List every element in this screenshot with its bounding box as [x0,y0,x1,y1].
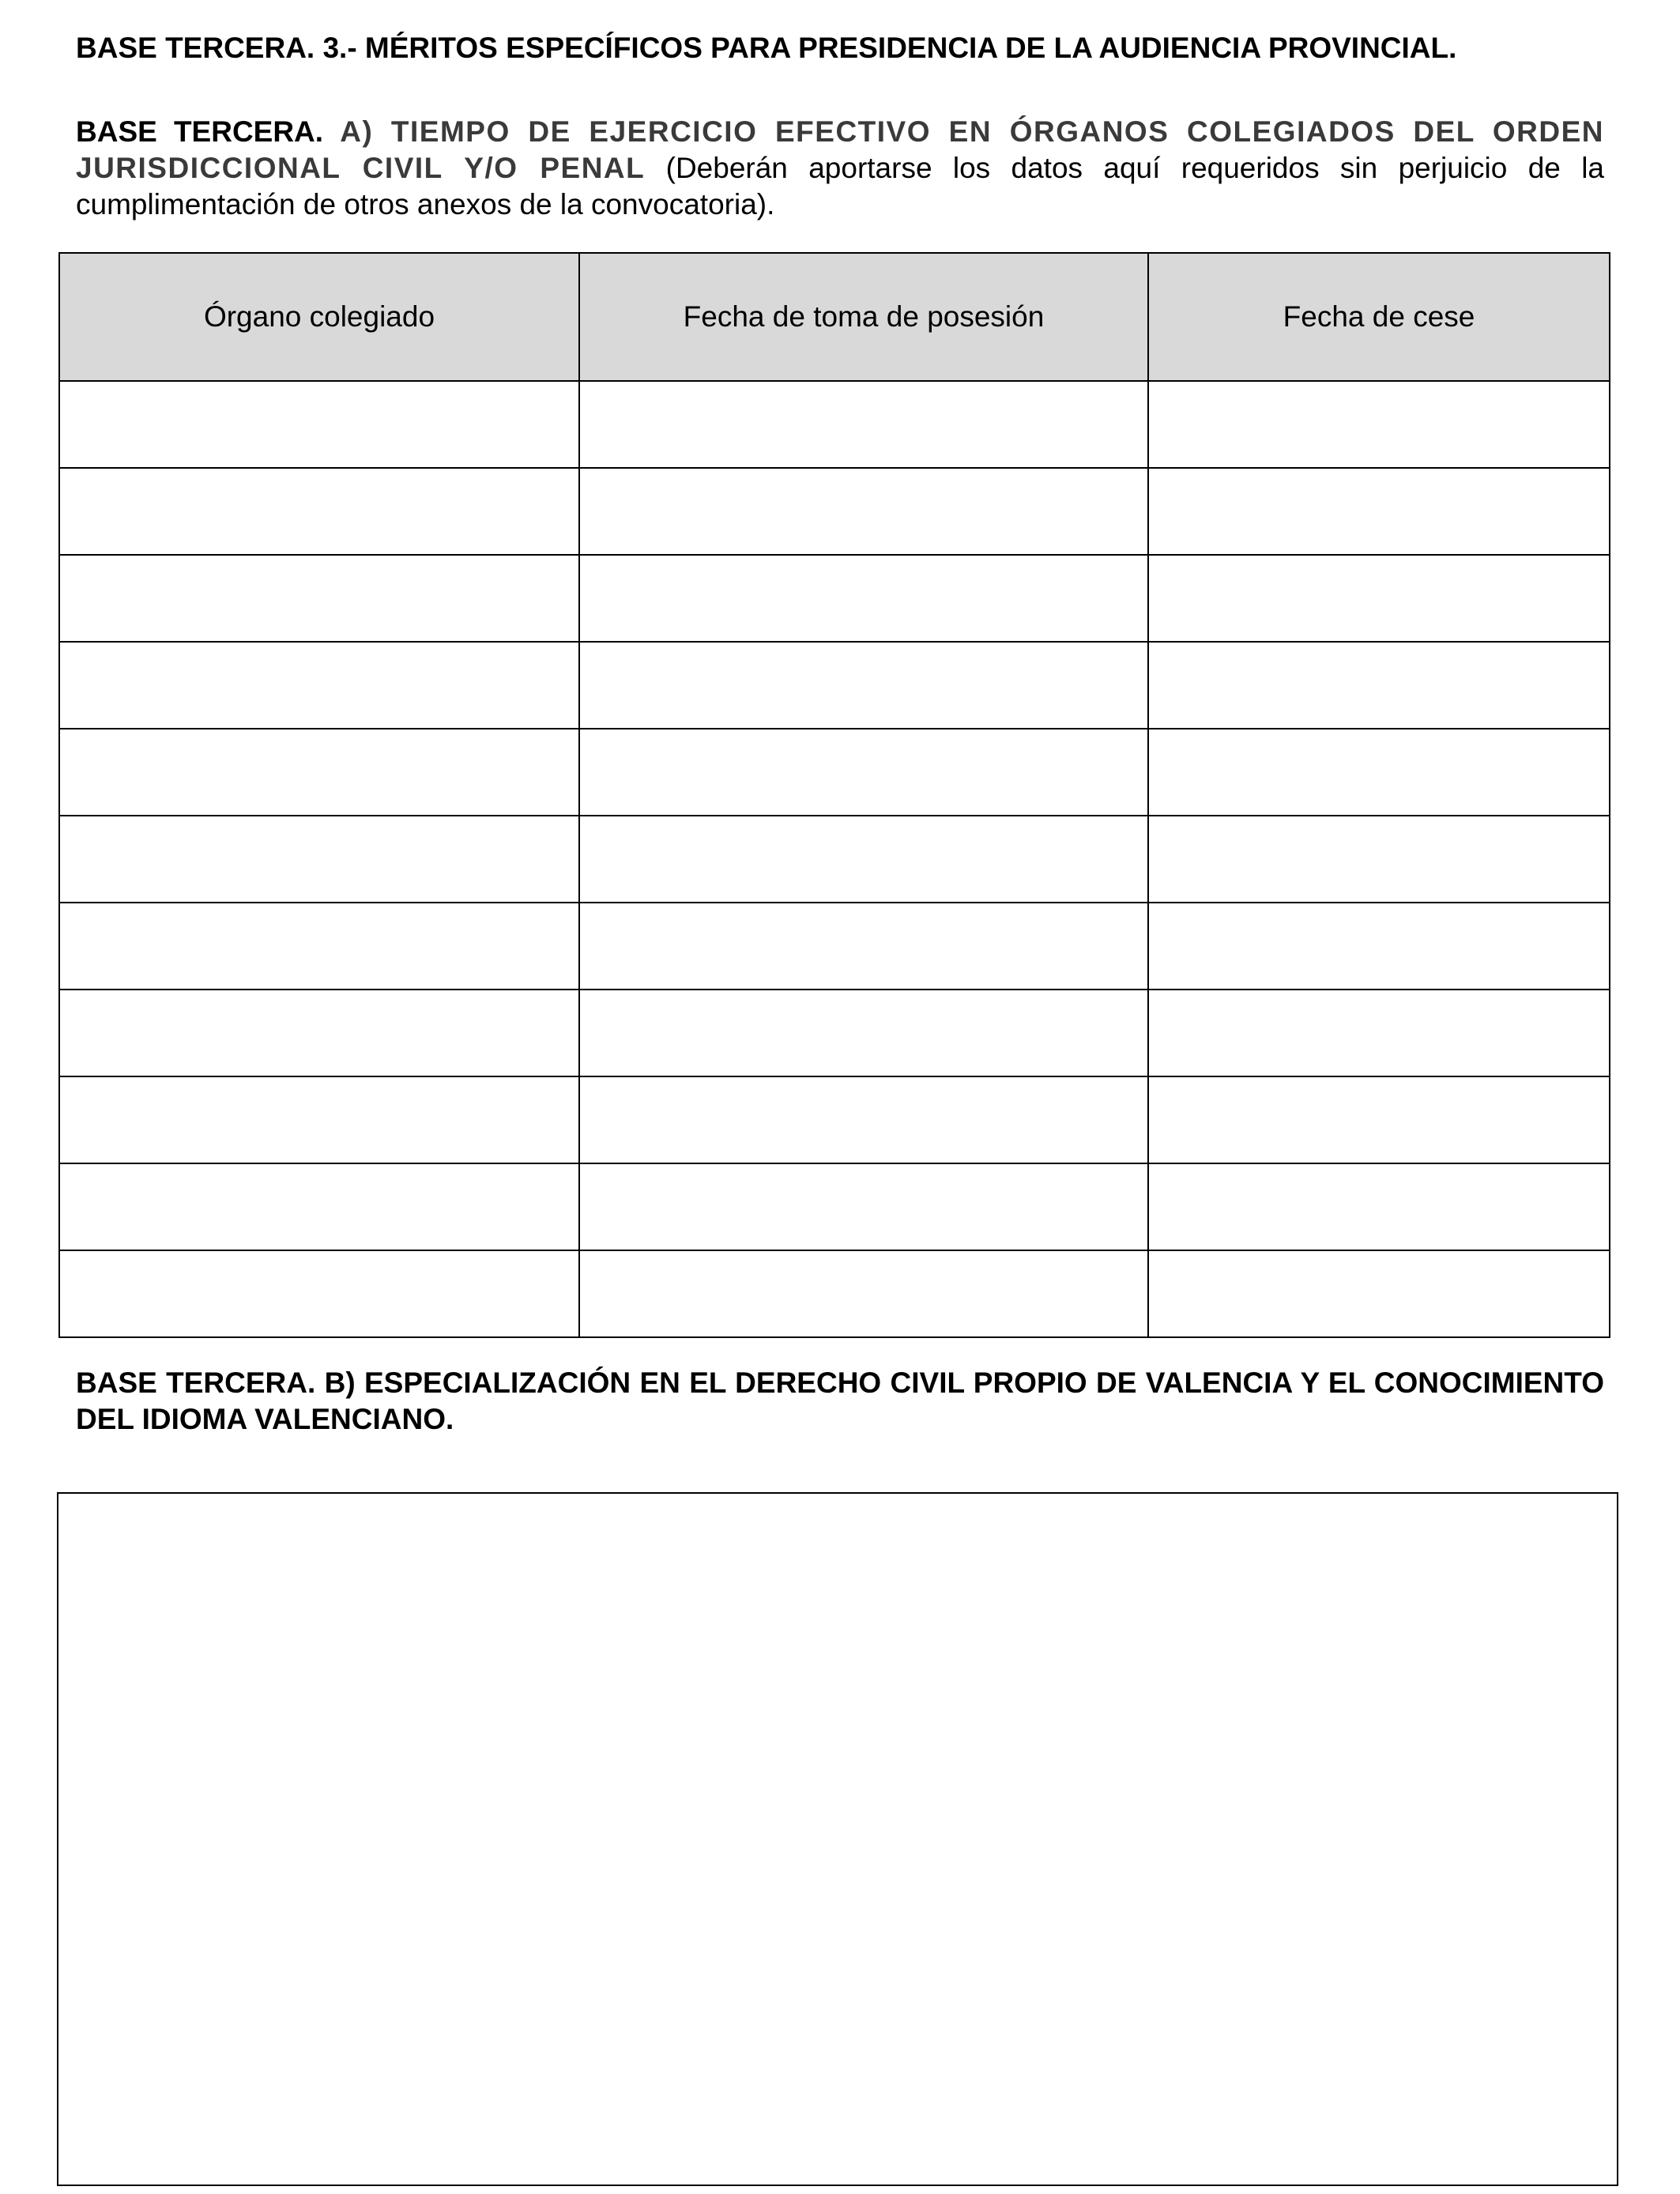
section-a-note: (Deberán aportarse los datos aquí requeridos sin perjuicio de la cumplimentación de otros anexos de la convocatoria). [76,152,1605,221]
fecha-posesion-cell[interactable] [579,1250,1148,1337]
fecha-cese-cell[interactable] [1148,816,1610,903]
fecha-cese-cell[interactable] [1148,555,1610,642]
fecha-cese-cell[interactable] [1148,990,1610,1076]
organo-colegiado-cell[interactable] [59,381,579,468]
organo-colegiado-cell[interactable] [59,468,579,555]
section-b-text-box[interactable] [57,1492,1618,2186]
organo-colegiado-cell[interactable] [59,990,579,1076]
organo-colegiado-cell[interactable] [59,1076,579,1163]
fecha-cese-cell[interactable] [1148,1163,1610,1250]
header-fecha-toma-posesion: Fecha de toma de posesión [579,253,1148,381]
organo-colegiado-cell[interactable] [59,816,579,903]
table-row [59,555,1610,642]
fecha-cese-cell[interactable] [1148,1076,1610,1163]
organo-colegiado-cell[interactable] [59,903,579,990]
organo-colegiado-cell[interactable] [59,555,579,642]
fecha-posesion-cell[interactable] [579,990,1148,1076]
fecha-posesion-cell[interactable] [579,1076,1148,1163]
organo-colegiado-cell[interactable] [59,1250,579,1337]
table-body [59,381,1610,1337]
table-row [59,381,1610,468]
section-b-heading: BASE TERCERA. B) ESPECIALIZACIÓN EN EL DERECHO CIVIL PROPIO DE VALENCIA Y EL CONOCIMIENTO DEL IDIOMA VALENCIANO. [76,1367,1604,1435]
fecha-posesion-cell[interactable] [579,381,1148,468]
table-row [59,1250,1610,1337]
fecha-cese-cell[interactable] [1148,729,1610,816]
table-header-row [59,253,1610,381]
fecha-cese-cell[interactable] [1148,642,1610,729]
table-row [59,642,1610,729]
fecha-posesion-cell[interactable] [579,816,1148,903]
table-row [59,468,1610,555]
organo-colegiado-cell[interactable] [59,729,579,816]
table-row [59,990,1610,1076]
header-organo-colegiado: Órgano colegiado [59,253,579,381]
fecha-cese-cell[interactable] [1148,1250,1610,1337]
fecha-posesion-cell[interactable] [579,903,1148,990]
section-a-label: BASE TERCERA. [76,115,324,148]
table-row [59,816,1610,903]
fecha-cese-cell[interactable] [1148,468,1610,555]
table-row [59,729,1610,816]
fecha-posesion-cell[interactable] [579,1163,1148,1250]
table-row [59,1076,1610,1163]
table-row [59,1163,1610,1250]
fecha-cese-cell[interactable] [1148,903,1610,990]
section-a-heading [76,114,1604,223]
organo-colegiado-cell[interactable] [59,642,579,729]
organos-colegiados-table [58,252,1610,1338]
organo-colegiado-cell[interactable] [59,1163,579,1250]
section-a-title: A) TIEMPO DE EJERCICIO EFECTIVO EN ÓRGANOS COLEGIADOS DEL ORDEN JURISDICCIONAL CIVIL Y/O PENAL [76,115,1604,184]
fecha-posesion-cell[interactable] [579,555,1148,642]
header-fecha-cese: Fecha de cese [1148,253,1610,381]
fecha-cese-cell[interactable] [1148,381,1610,468]
table-row [59,903,1610,990]
fecha-posesion-cell[interactable] [579,468,1148,555]
fecha-posesion-cell[interactable] [579,729,1148,816]
page-title: BASE TERCERA. 3.- MÉRITOS ESPECÍFICOS PARA PRESIDENCIA DE LA AUDIENCIA PROVINCIAL. [76,32,1457,64]
fecha-posesion-cell[interactable] [579,642,1148,729]
